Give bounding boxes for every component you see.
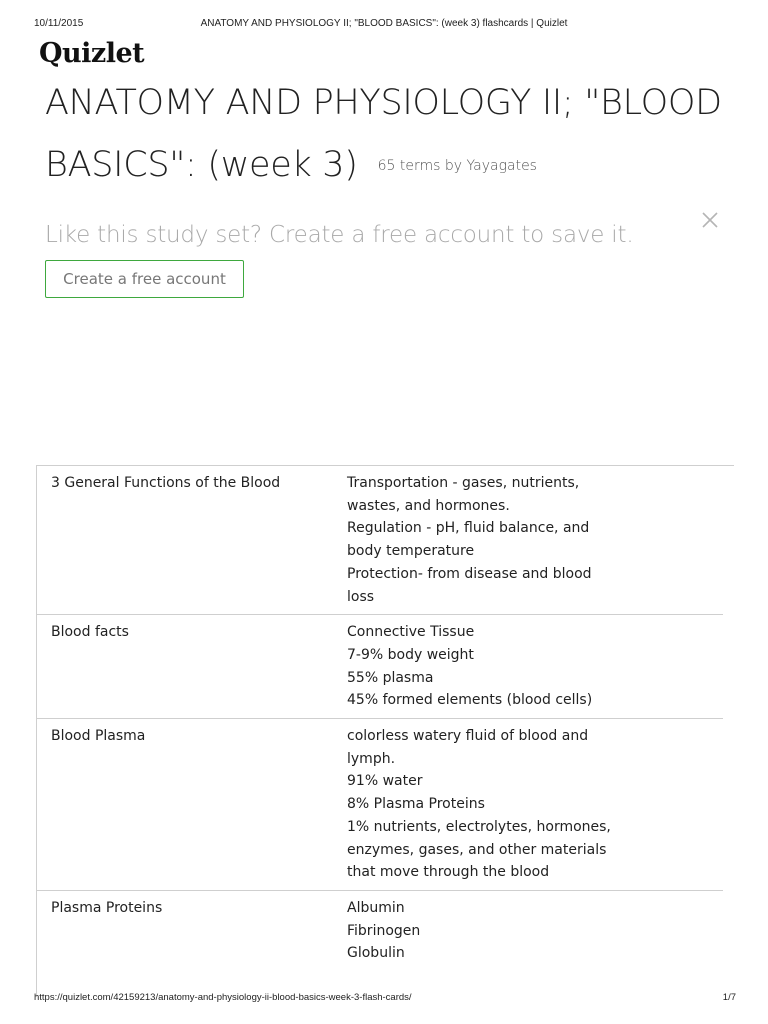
definition-line: 55% plasma — [347, 669, 434, 686]
card-definition — [347, 621, 612, 712]
close-icon[interactable] — [700, 210, 720, 230]
set-title-line-2 — [45, 134, 745, 197]
card-definition — [347, 897, 612, 965]
set-title-line-1: ANATOMY AND PHYSIOLOGY II; "BLOOD — [45, 83, 722, 123]
definition-line: body temperature — [347, 543, 475, 560]
set-meta — [378, 158, 537, 174]
page-number: 1/7 — [722, 992, 736, 1003]
definition-line: Protection- from disease and blood — [347, 565, 592, 582]
card-definition — [347, 472, 612, 608]
definition-line: that move through the blood — [347, 864, 550, 881]
close-icon-glyph — [700, 210, 720, 230]
definition-line: colorless watery fluid of blood and — [347, 728, 589, 745]
definition-line: 8% Plasma Proteins — [347, 796, 485, 813]
definition-line: 1% nutrients, electrolytes, hormones, — [347, 818, 611, 835]
print-url: https://quizlet.com/42159213/anatomy-and-physiology-ii-blood-basics-week-3-flash-cards/ — [34, 992, 412, 1003]
terms-count: 65 terms by — [377, 158, 467, 174]
definition-line: 91% water — [347, 773, 423, 790]
promo-text: Like this study set? Create a free account to save it. — [45, 222, 634, 248]
definition-line: Fibrinogen — [347, 922, 421, 939]
flashcard-list — [36, 465, 734, 997]
author-link[interactable]: Yayagates — [466, 158, 537, 174]
flashcard-row — [37, 891, 723, 971]
definition-line: wastes, and hormones. — [347, 497, 510, 514]
definition-line: 45% formed elements (blood cells) — [347, 692, 593, 709]
definition-line: Regulation - pH, fluid balance, and — [347, 520, 590, 537]
definition-line: enzymes, gases, and other materials — [347, 841, 607, 858]
flashcard-row — [37, 615, 723, 719]
definition-line: lymph. — [347, 750, 396, 767]
definition-line: Globulin — [347, 945, 405, 962]
card-term: Blood Plasma — [51, 728, 146, 745]
definition-line: 7-9% body weight — [347, 646, 474, 663]
card-term: Blood facts — [51, 624, 129, 641]
card-term: Plasma Proteins — [51, 899, 163, 916]
create-account-button[interactable]: Create a free account — [45, 260, 244, 298]
flashcard-row — [37, 466, 723, 615]
card-term: 3 General Functions of the Blood — [51, 475, 281, 491]
set-title — [45, 72, 745, 197]
flashcard-row — [37, 719, 723, 891]
definition-line: loss — [347, 588, 375, 605]
set-title-line-2-text: BASICS": (week 3) — [45, 145, 358, 185]
definition-line: Connective Tissue — [347, 624, 475, 641]
print-date: 10/11/2015 — [34, 18, 84, 29]
card-definition — [347, 725, 612, 884]
quizlet-logo[interactable]: Quizlet — [39, 38, 145, 69]
definition-line: Albumin — [347, 899, 405, 916]
print-document-title: ANATOMY AND PHYSIOLOGY II; "BLOOD BASICS": (week 3) flashcards | Quizlet — [200, 18, 568, 29]
definition-line: Transportation - gases, nutrients, — [347, 475, 580, 491]
